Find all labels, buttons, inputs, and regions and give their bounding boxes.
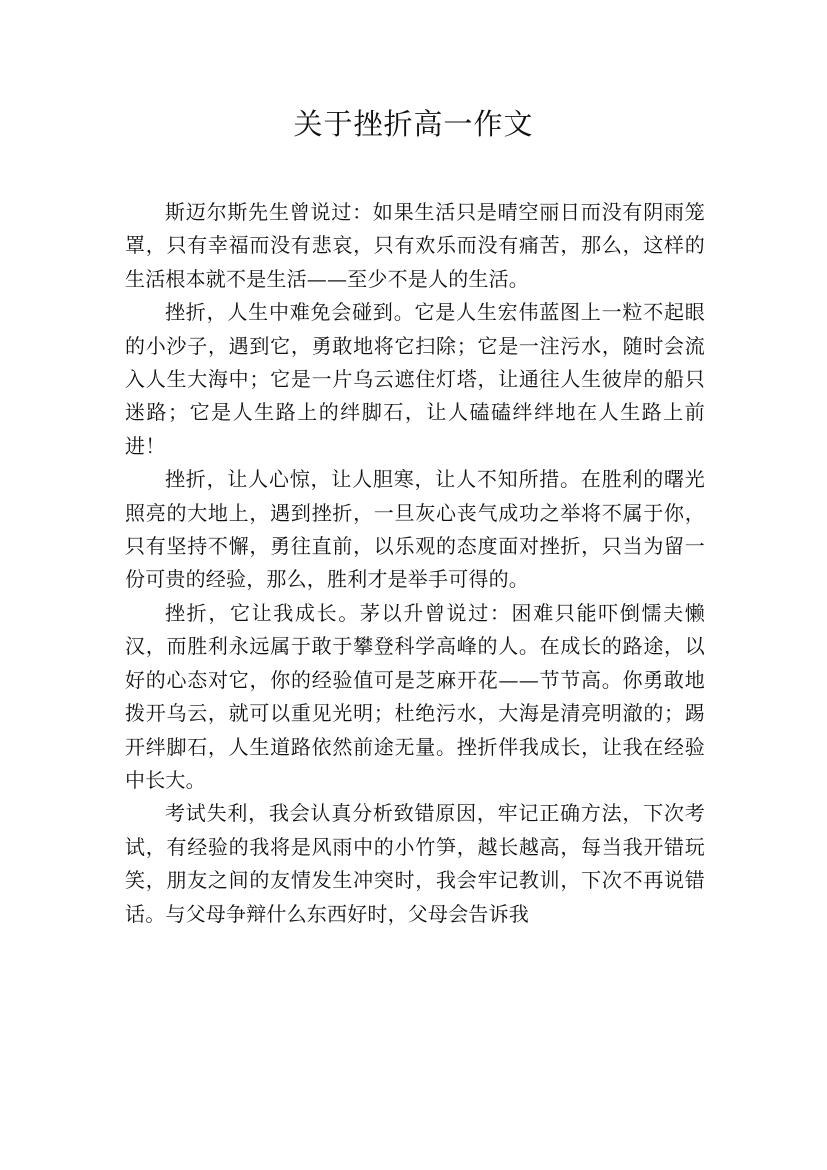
document-body bbox=[125, 196, 705, 931]
paragraph: 挫折，它让我成长。茅以升曾说过：困难只能吓倒懦夫懒汉，而胜利永远属于敢于攀登科学高峰的人。在成长的路途，以好的心态对它，你的经验值可是芝麻开花——节节高。你勇敢地拨开乌云，就可以重见光明；杜绝污水，大海是清亮明澈的；踢开绊脚石，人生道路依然前途无量。挫折伴我成长，让我在经验中长大。 bbox=[125, 600, 705, 792]
paragraph: 斯迈尔斯先生曾说过：如果生活只是晴空丽日而没有阴雨笼罩，只有幸福而没有悲哀，只有欢乐而没有痛苦，那么，这样的生活根本就不是生活——至少不是人的生活。 bbox=[125, 200, 705, 291]
paragraph: 考试失利，我会认真分析致错原因，牢记正确方法，下次考试，有经验的我将是风雨中的小竹笋，越长越高，每当我开错玩笑，朋友之间的友情发生冲突时，我会牢记教训，下次不再说错话。与父母争辩什么东西好时，父母会告诉我 bbox=[125, 801, 705, 926]
document-title: 关于挫折高一作文 bbox=[293, 107, 534, 141]
paragraph: 挫折，让人心惊，让人胆寒，让人不知所措。在胜利的曙光照亮的大地上，遇到挫折，一旦灰心丧气成功之举将不属于你，只有坚持不懈，勇往直前，以乐观的态度面对挫折，只当为留一份可贵的经验，那么，胜利才是举手可得的。 bbox=[125, 467, 705, 592]
paragraph: 挫折，人生中难免会碰到。它是人生宏伟蓝图上一粒不起眼的小沙子，遇到它，勇敢地将它扫除；它是一注污水，随时会流入人生大海中；它是一片乌云遮住灯塔，让通往人生彼岸的船只迷路；它是人生路上的绊脚石，让人磕磕绊绊地在人生路上前进！ bbox=[125, 300, 705, 458]
